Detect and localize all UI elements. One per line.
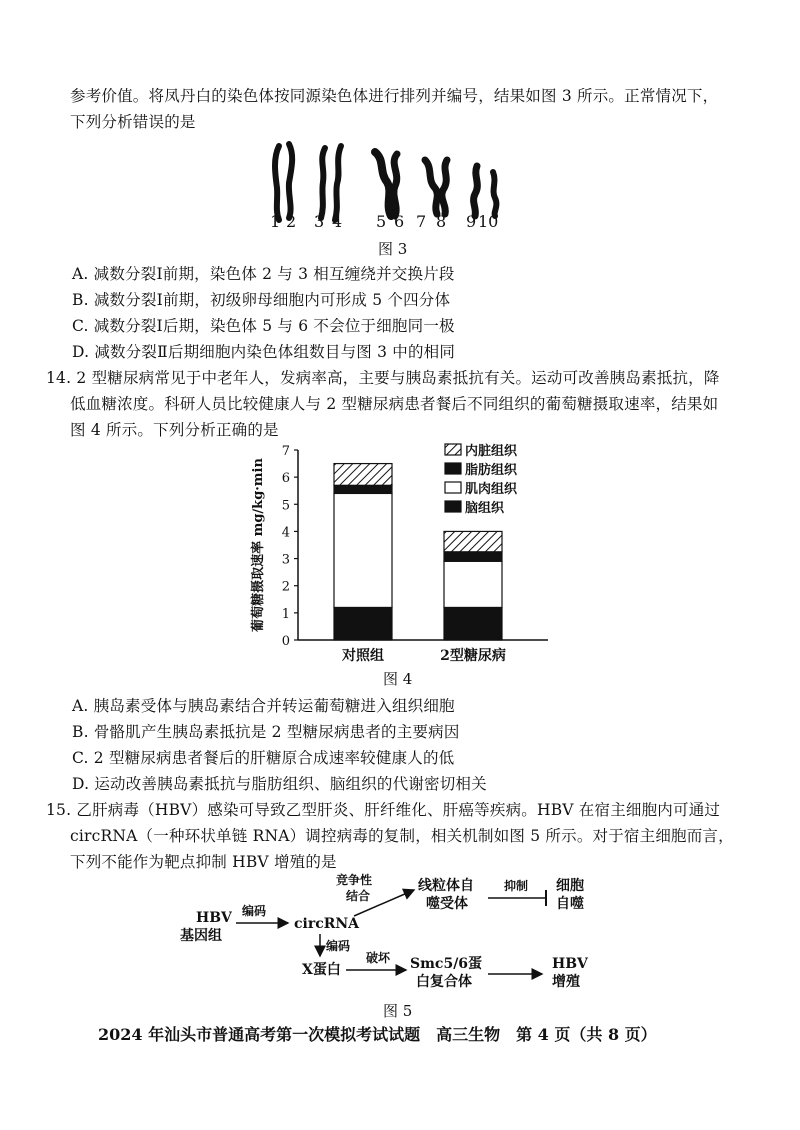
q15-stem-2: circRNA（一种环状单链 RNA）调控病毒的复制，相关机制如图 5 所示。对于宿主细胞而言， xyxy=(70,827,734,845)
q14-option-c: C. 2 型糖尿病患者餐后的肝糖原合成速率较健康人的低 xyxy=(72,749,455,767)
chromosome-9 xyxy=(474,166,478,216)
bar-segment xyxy=(444,552,502,562)
figure-4-caption: 图 4 xyxy=(383,670,413,688)
autophagy-node-2: 自噬 xyxy=(556,896,584,912)
encode-label-1: 编码 xyxy=(242,904,267,918)
category-label: 2型糖尿病 xyxy=(440,648,506,664)
bar-segment xyxy=(334,493,392,607)
intro-line-2: 下列分析错误的是 xyxy=(70,113,196,131)
category-label: 对照组 xyxy=(342,648,384,664)
q14-option-b: B. 骨骼肌产生胰岛素抵抗是 2 型糖尿病患者的主要病因 xyxy=(72,723,460,741)
chromosome-label: 9 xyxy=(466,212,477,231)
q15-stem-3: 下列不能作为靶点抑制 HBV 增殖的是 xyxy=(70,853,337,871)
legend-swatch xyxy=(445,463,461,474)
chromosome-label: 6 xyxy=(394,212,405,231)
glucose-uptake-chart xyxy=(240,440,570,670)
q13-option-a: A. 减数分裂Ⅰ前期，染色体 2 与 3 相互缠绕并交换片段 xyxy=(72,265,455,283)
bar-segment xyxy=(444,561,502,607)
autophagy-node: 细胞 xyxy=(556,878,584,894)
chromosome-label: 10 xyxy=(478,212,499,231)
figure-3-caption: 图 3 xyxy=(378,240,408,258)
mito-receptor-node: 线粒体自 xyxy=(418,878,474,894)
q14-option-a: A. 胰岛素受体与胰岛素结合并转运葡萄糖进入组织细胞 xyxy=(72,697,455,715)
hbv-genome-sublabel: 基因组 xyxy=(180,928,222,944)
destroy-label: 破坏 xyxy=(366,951,391,965)
chromosome-label: 3 xyxy=(314,212,325,231)
q13-option-b: B. 减数分裂Ⅰ前期，初级卵母细胞内可形成 5 个四分体 xyxy=(72,291,451,309)
page-footer: 2024 年汕头市普通高考第一次模拟考试试题 高三生物 第 4 页（共 8 页） xyxy=(98,1025,657,1044)
chromosome-6 xyxy=(394,154,397,216)
chromosome-label: 1 xyxy=(270,212,281,231)
y-tick-label: 4 xyxy=(281,525,290,541)
chromosome-3 xyxy=(321,148,325,218)
x-protein-node: X蛋白 xyxy=(302,962,341,978)
bar-segment xyxy=(334,607,392,640)
legend-label: 内脏组织 xyxy=(465,444,518,459)
y-tick-label: 3 xyxy=(281,552,290,568)
intro-line-1: 参考价值。将凤丹白的染色体按同源染色体进行排列并编号，结果如图 3 所示。正常情况下， xyxy=(70,87,719,105)
legend-label: 脑组织 xyxy=(465,501,505,516)
figure-5-caption: 图 5 xyxy=(383,1002,413,1020)
y-tick-label: 1 xyxy=(281,606,290,622)
hbv-proliferation-node: HBV xyxy=(552,956,588,972)
chromosome-10 xyxy=(493,172,496,216)
chromosome-8 xyxy=(442,160,447,214)
hbv-genome-label: HBV xyxy=(196,910,232,926)
y-tick-label: 7 xyxy=(281,444,290,459)
y-tick-label: 0 xyxy=(281,634,290,649)
q14-option-d: D. 运动改善胰岛素抵抗与脂肪组织、脑组织的代谢密切相关 xyxy=(72,775,487,793)
y-tick-label: 2 xyxy=(281,579,290,595)
chromosome-label: 8 xyxy=(436,212,447,231)
mito-receptor-node-2: 噬受体 xyxy=(426,896,468,912)
chromosome-2 xyxy=(289,144,292,218)
chromosome-5 xyxy=(375,152,391,216)
compete-label-2: 结合 xyxy=(346,889,371,903)
bar-segment xyxy=(444,531,502,551)
q14-stem-1: 14. 2 型糖尿病常见于中老年人，发病率高，主要与胰岛素抵抗有关。运动可改善胰岛素抵抗，降 xyxy=(46,369,720,387)
chromosome-label: 4 xyxy=(332,212,343,231)
q14-stem-3: 图 4 所示。下列分析正确的是 xyxy=(70,421,279,439)
chromosome-label: 2 xyxy=(286,212,297,231)
legend-label: 脂肪组织 xyxy=(465,463,518,478)
chromosome-7 xyxy=(425,160,437,214)
q13-option-c: C. 减数分裂Ⅰ后期，染色体 5 与 6 不会位于细胞同一极 xyxy=(72,317,455,335)
bar-segment xyxy=(334,464,392,486)
legend-swatch xyxy=(445,482,461,493)
bar-segment xyxy=(444,607,502,640)
q14-stem-2: 低血糖浓度。科研人员比较健康人与 2 型糖尿病患者餐后不同组织的葡萄糖摄取速率，结果如 xyxy=(70,395,719,413)
chromosome-4 xyxy=(335,146,341,220)
chromosome-label: 7 xyxy=(416,212,427,231)
encode-label-2: 编码 xyxy=(326,939,351,953)
hbv-mechanism-diagram xyxy=(160,870,640,1000)
q13-option-d: D. 减数分裂Ⅱ后期细胞内染色体组数目与图 3 中的相同 xyxy=(72,343,456,361)
smc-complex-node: Smc5/6蛋 xyxy=(410,956,483,972)
y-tick-label: 6 xyxy=(281,471,290,487)
bar-segment xyxy=(334,485,392,493)
chromosome-label: 5 xyxy=(376,212,387,231)
y-tick-label: 5 xyxy=(281,498,290,514)
q15-stem-1: 15. 乙肝病毒（HBV）感染可导致乙型肝炎、肝纤维化、肝癌等疾病。HBV 在宿主细胞内可通过 xyxy=(46,801,721,819)
compete-label-1: 竞争性 xyxy=(336,873,373,887)
chromosome-1 xyxy=(275,146,279,220)
legend-label: 肌肉组织 xyxy=(465,482,518,497)
legend-swatch xyxy=(445,444,461,455)
inhibit-label: 抑制 xyxy=(504,879,529,893)
hbv-proliferation-node-2: 增殖 xyxy=(552,974,580,990)
smc-complex-node-2: 白复合体 xyxy=(416,974,472,990)
legend-swatch xyxy=(445,501,461,512)
circrna-node: circRNA xyxy=(294,916,360,932)
y-axis-label: 葡萄糖摄取速率 mg/kg·min xyxy=(251,458,266,632)
